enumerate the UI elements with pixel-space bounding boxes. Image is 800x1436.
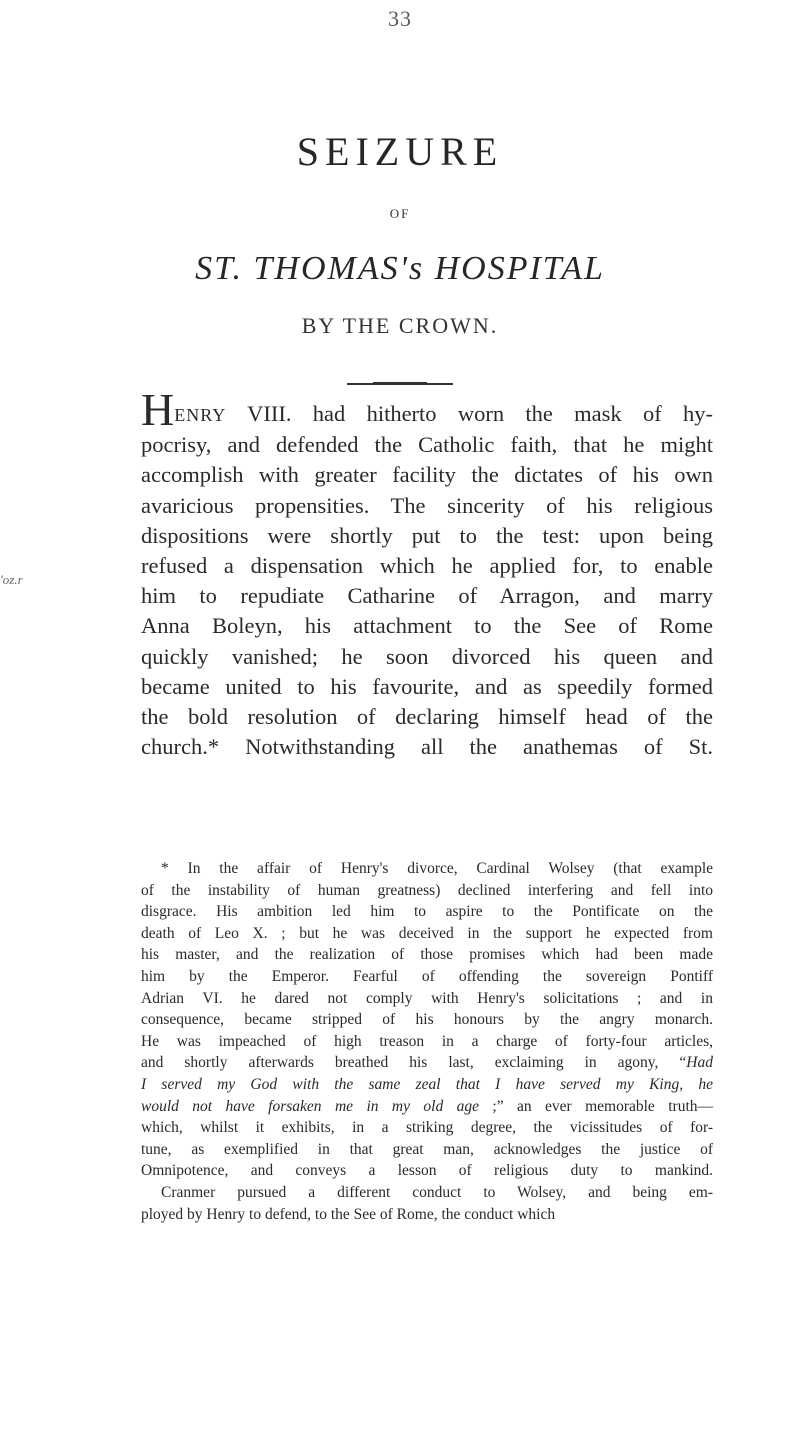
footnote xyxy=(141,858,713,1225)
footnote-line: would not have forsaken me in my old age ;” an ever memorable truth— xyxy=(141,1097,713,1115)
footnote-line: * In the affair of Henry's divorce, Cardinal Wolsey (that example xyxy=(161,860,713,877)
footnote-line: death of Leo X. ; but he was deceived in the support he expected from xyxy=(141,924,713,942)
body-line: refused a dispensation which he applied for, to enable xyxy=(141,553,713,579)
body-line: quickly vanished; he soon divorced his queen and xyxy=(141,643,713,669)
footnote-line: tune, as exemplified in that great man, acknowledges the justice of xyxy=(141,1140,713,1158)
footnote-line: disgrace. His ambition led him to aspire to the Pontificate on the xyxy=(141,903,713,921)
chapter-title-by: BY THE CROWN. xyxy=(301,313,499,338)
body-line: him to repudiate Catharine of Arragon, and marry xyxy=(141,583,713,609)
footnote-line: Adrian VI. he dared not comply with Henry's solicitations ; and in xyxy=(141,989,713,1007)
page-number: 33 xyxy=(388,6,412,31)
footnote-line: He was impeached of high treason in a charge of forty-four articles, xyxy=(141,1032,713,1050)
body-line: HENRY VIII. had hitherto worn the mask of hy- xyxy=(141,384,713,435)
footnote-line: which, whilst it exhibits, in a striking degree, the vicissitudes of for- xyxy=(141,1119,713,1137)
footnote-line: Cranmer pursued a different conduct to Wolsey, and being em- xyxy=(161,1183,713,1201)
body-line: the bold resolution of declaring himself head of the xyxy=(141,704,713,730)
footnote-line: Omnipotence, and conveys a lesson of religious duty to mankind. xyxy=(141,1162,713,1180)
chapter-title: SEIZURE xyxy=(296,129,504,174)
body-line: dispositions were shortly put to the test: upon being xyxy=(141,522,713,548)
body-line: became united to his favourite, and as speedily formed xyxy=(141,673,713,699)
footnote-italic: Had xyxy=(686,1054,713,1072)
body-line: Anna Boleyn, his attachment to the See of Rome xyxy=(141,613,713,639)
body-line: avaricious propensities. The sincerity of his religious xyxy=(141,492,713,518)
margin-note: 'oz.r xyxy=(0,572,23,587)
body-line: accomplish with greater facility the dictates of his own xyxy=(141,462,713,488)
footnote-line: him by the Emperor. Fearful of offending the sovereign Pontiff xyxy=(141,967,713,985)
footnote-line: and shortly afterwards breathed his last, exclaiming in agony, “Had xyxy=(141,1054,713,1072)
first-word-rest: ENRY xyxy=(174,405,227,425)
body-text xyxy=(141,384,713,762)
title-rule xyxy=(347,383,453,385)
chapter-subtitle: ST. THOMAS's HOSPITAL xyxy=(195,250,605,287)
footnote-line: I served my God with the same zeal that I have served my King, he xyxy=(141,1075,713,1093)
body-line: pocrisy, and defended the Catholic faith, that he might xyxy=(141,432,713,458)
footnote-line: his master, and the realization of those promises which had been made xyxy=(141,946,713,964)
footnote-line: consequence, became stripped of his honours by the angry monarch. xyxy=(141,1011,713,1029)
drop-cap: H xyxy=(141,384,175,435)
chapter-title-of: OF xyxy=(389,206,411,221)
footnote-italic: would not have forsaken me in my old age xyxy=(141,1097,479,1115)
footnote-line: of the instability of human greatness) declined interfering and fell into xyxy=(141,881,713,899)
footnote-line: ployed by Henry to defend, to the See of Rome, the conduct which xyxy=(141,1205,556,1223)
body-line: church.* Notwithstanding all the anathemas of St. xyxy=(141,734,713,760)
